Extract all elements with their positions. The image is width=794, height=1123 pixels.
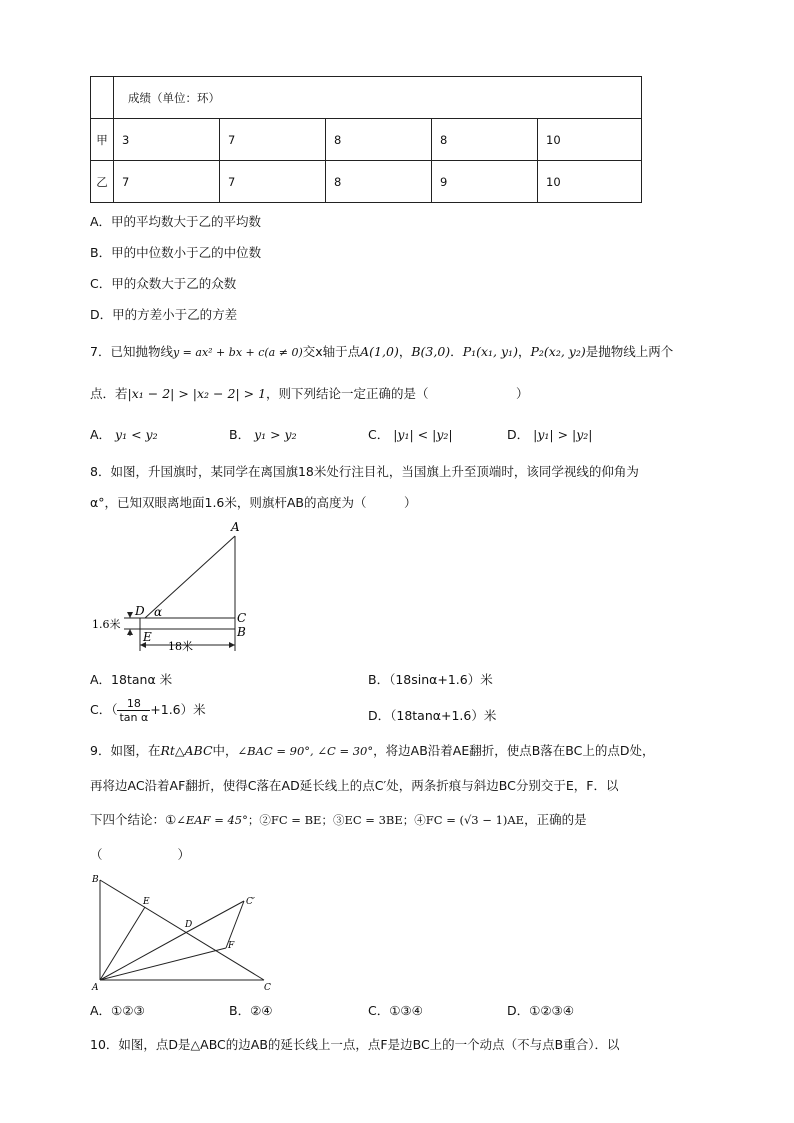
q9-conclusion-3: ；③EC = 3BE	[321, 813, 403, 827]
q6-option-d: D．甲的方差小于乙的方差	[90, 307, 238, 322]
table-cell: 8	[326, 161, 432, 203]
q6-option-c: C．甲的众数大于乙的众数	[90, 276, 237, 291]
label-d: D	[185, 920, 193, 930]
q9-line1-prefix: 9．如图，在	[90, 743, 161, 758]
q9-line1-mid: 中，	[212, 743, 238, 758]
q7-point-p2: P₂(x₂, y₂)	[530, 344, 586, 359]
label-f: F	[228, 941, 235, 951]
table-cell: 10	[538, 119, 642, 161]
q8-flagpole-figure	[90, 518, 255, 658]
label-c: C	[264, 983, 271, 993]
q7-post: 是抛物线上两个	[585, 344, 674, 359]
table-cell: 7	[114, 161, 220, 203]
label-a: A	[92, 983, 99, 993]
label-alpha: α	[154, 605, 163, 619]
row-label: 乙	[91, 161, 114, 203]
q7-line2-prefix: 点．若	[90, 386, 128, 401]
q8-line2: α°，已知双眼离地面1.6米，则旗杆AB的高度为（ ）	[90, 495, 417, 510]
q9-line1	[90, 741, 655, 759]
table-cell: 10	[538, 161, 642, 203]
label-distance: 18米	[168, 640, 193, 653]
segment-bc	[100, 880, 264, 980]
label-a: A	[231, 520, 240, 534]
segment-dc-prime	[187, 901, 244, 932]
segment-ae	[100, 907, 145, 980]
q7-line2-suffix: ，则下列结论一定正确的是（ ）	[266, 386, 529, 401]
q7-prefix: 7．已知抛物线	[90, 344, 173, 359]
q6-option-b: B．甲的中位数小于乙的中位数	[90, 245, 262, 260]
table-header: 成绩（单位：环）	[114, 77, 642, 119]
label-b: B	[237, 625, 246, 639]
q8-option-d: D．（18tanα+1.6）米	[368, 708, 497, 723]
q9-conclusion-1: ∠EAF = 45°	[176, 813, 248, 827]
q7-option-c-expr: |y₁| < |y₂|	[393, 427, 453, 442]
q9-line4: （ ）	[90, 847, 191, 862]
table-row	[91, 119, 642, 161]
segment-ad	[100, 932, 187, 980]
q8-option-c	[90, 697, 206, 724]
q9-line3	[90, 810, 587, 828]
q8-option-c-suffix: +1.6）米	[150, 702, 206, 717]
q8-option-b: B．（18sinα+1.6）米	[368, 672, 493, 687]
q7-equation: y = ax² + bx + c(a ≠ 0)	[172, 346, 303, 359]
q7-option-b: B． y₁ > y₂	[229, 427, 297, 442]
q7-option-d-expr: |y₁| > |y₂|	[533, 427, 593, 442]
q8-option-a: A．18tanα 米	[90, 672, 173, 687]
q7-option-c: C． |y₁| < |y₂|	[368, 427, 453, 442]
q7-condition: |x₁ − 2| > |x₂ − 2| > 1	[127, 386, 267, 401]
q7-mid: 交x轴于点	[302, 344, 361, 359]
label-e: E	[143, 630, 152, 644]
q9-conclusion-4: ；④FC = (√3 − 1)AE	[402, 813, 525, 827]
label-height: 1.6米	[92, 618, 121, 631]
q7-point-b: B(3,0)	[411, 344, 451, 359]
table-cell: 8	[432, 119, 538, 161]
q9-option-d: D．①②③④	[507, 1003, 574, 1018]
q9-triangle: Rt△ABC	[160, 743, 213, 758]
segment-af	[100, 948, 226, 980]
q9-conclusion-2: ；②FC = BE	[247, 813, 322, 827]
q7-option-d: D． |y₁| > |y₂|	[507, 427, 593, 442]
corner-cell	[91, 77, 114, 119]
q9-option-b: B．②④	[229, 1003, 273, 1018]
q7-option-b-expr: y₁ > y₂	[254, 427, 297, 442]
q9-option-a: A．①②③	[90, 1003, 145, 1018]
q9-line3-suffix: ，正确的是	[524, 812, 587, 827]
row-label: 甲	[91, 119, 114, 161]
q9-line2: 再将边AC沿着AF翻折，使得C落在AD延长线上的点C′处，两条折痕与斜边BC分别交于E，F．以	[90, 778, 619, 793]
q8-line1: 8．如图，升国旗时，某同学在离国旗18米处行注目礼，当国旗上升至顶端时，该同学视线的仰角为	[90, 464, 639, 479]
q8-option-c-fraction	[117, 697, 150, 724]
q7-point-a: A(1,0)	[360, 344, 399, 359]
table-cell: 8	[326, 119, 432, 161]
table-cell: 9	[432, 161, 538, 203]
q9-line1-suffix: ，将边AB沿着AE翻折，使点B落在BC上的点D处，	[373, 743, 655, 758]
score-table	[90, 76, 642, 203]
arrow-head-icon	[127, 612, 133, 618]
q9-option-c: C．①③④	[368, 1003, 423, 1018]
fraction-denominator: tan α	[119, 711, 149, 724]
q6-option-a: A．甲的平均数大于乙的平均数	[90, 214, 262, 229]
label-d: D	[135, 604, 145, 618]
table-cell: 7	[220, 161, 326, 203]
table-cell: 3	[114, 119, 220, 161]
label-b: B	[92, 875, 99, 885]
label-e: E	[143, 897, 150, 907]
q7-point-p1: P₁(x₁, y₁)	[462, 344, 518, 359]
q9-triangle-figure	[88, 868, 273, 993]
label-c: C	[237, 611, 247, 625]
fraction-numerator: 18	[117, 697, 150, 711]
table-header-row	[91, 77, 642, 119]
q7-option-a: A． y₁ < y₂	[90, 427, 158, 442]
table-cell: 7	[220, 119, 326, 161]
q7-line2	[90, 384, 529, 402]
q9-line3-prefix: 下四个结论：①	[90, 812, 177, 827]
q9-angles: ∠BAC = 90°, ∠C = 30°	[237, 744, 374, 758]
label-c-prime: C′	[246, 897, 255, 907]
q7-line1: 7．已知抛物线y = ax² + bx + c(a ≠ 0)交x轴于点A(1,0)，B(3,0)．P₁(x₁, y₁)，P₂(x₂, y₂)是抛物线上两个	[90, 344, 674, 359]
q8-option-c-prefix: C．（	[90, 702, 118, 717]
table-row	[91, 161, 642, 203]
q10-line1: 10．如图，点D是△ABC的边AB的延长线上一点，点F是边BC上的一个动点（不与点B重合）．以	[90, 1037, 620, 1052]
q7-option-a-expr: y₁ < y₂	[115, 427, 158, 442]
arrow-head-icon	[229, 642, 235, 648]
arrow-head-icon	[127, 629, 133, 635]
